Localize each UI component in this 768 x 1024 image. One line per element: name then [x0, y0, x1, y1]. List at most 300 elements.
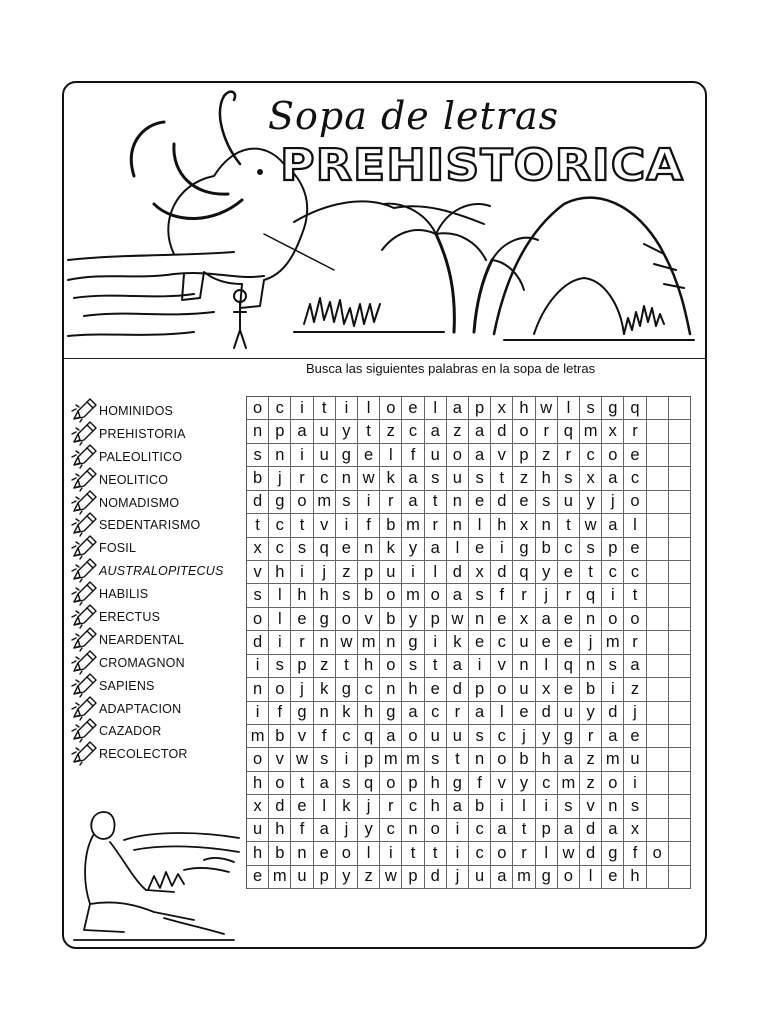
grid-cell[interactable]: m: [602, 631, 624, 654]
grid-cell[interactable]: f: [314, 725, 336, 748]
grid-cell[interactable]: k: [336, 795, 358, 818]
grid-cell[interactable]: x: [247, 795, 269, 818]
grid-cell[interactable]: a: [536, 608, 558, 631]
grid-cell[interactable]: m: [269, 866, 291, 889]
grid-cell[interactable]: x: [602, 420, 624, 443]
grid-cell[interactable]: h: [513, 397, 535, 420]
grid-cell[interactable]: r: [513, 584, 535, 607]
grid-cell[interactable]: r: [580, 725, 602, 748]
grid-cell[interactable]: l: [558, 397, 580, 420]
grid-cell[interactable]: [669, 420, 691, 443]
grid-cell[interactable]: u: [447, 725, 469, 748]
grid-cell[interactable]: [669, 655, 691, 678]
grid-cell[interactable]: h: [358, 655, 380, 678]
grid-cell[interactable]: h: [314, 584, 336, 607]
grid-cell[interactable]: t: [291, 514, 313, 537]
grid-cell[interactable]: d: [247, 631, 269, 654]
grid-cell[interactable]: m: [380, 748, 402, 771]
grid-cell[interactable]: y: [580, 491, 602, 514]
grid-cell[interactable]: [647, 608, 669, 631]
grid-cell[interactable]: c: [425, 702, 447, 725]
grid-cell[interactable]: t: [624, 584, 646, 607]
grid-cell[interactable]: s: [425, 748, 447, 771]
grid-cell[interactable]: n: [380, 631, 402, 654]
grid-cell[interactable]: f: [358, 514, 380, 537]
grid-cell[interactable]: k: [314, 678, 336, 701]
grid-cell[interactable]: m: [402, 748, 424, 771]
grid-cell[interactable]: d: [269, 795, 291, 818]
grid-cell[interactable]: t: [558, 514, 580, 537]
grid-cell[interactable]: e: [247, 866, 269, 889]
grid-cell[interactable]: b: [513, 748, 535, 771]
grid-cell[interactable]: n: [536, 514, 558, 537]
grid-cell[interactable]: o: [602, 608, 624, 631]
grid-cell[interactable]: c: [314, 467, 336, 490]
grid-cell[interactable]: [647, 819, 669, 842]
grid-cell[interactable]: t: [314, 397, 336, 420]
grid-cell[interactable]: p: [269, 420, 291, 443]
grid-cell[interactable]: p: [469, 397, 491, 420]
grid-cell[interactable]: [669, 561, 691, 584]
grid-cell[interactable]: f: [624, 842, 646, 865]
grid-cell[interactable]: c: [358, 678, 380, 701]
grid-cell[interactable]: q: [580, 584, 602, 607]
grid-cell[interactable]: p: [358, 748, 380, 771]
grid-cell[interactable]: w: [580, 514, 602, 537]
grid-cell[interactable]: l: [536, 842, 558, 865]
grid-cell[interactable]: s: [336, 584, 358, 607]
grid-cell[interactable]: i: [602, 678, 624, 701]
grid-cell[interactable]: z: [314, 655, 336, 678]
grid-cell[interactable]: a: [491, 866, 513, 889]
grid-cell[interactable]: a: [447, 655, 469, 678]
grid-cell[interactable]: l: [624, 514, 646, 537]
grid-cell[interactable]: j: [291, 678, 313, 701]
grid-cell[interactable]: q: [624, 397, 646, 420]
grid-cell[interactable]: [669, 866, 691, 889]
grid-cell[interactable]: x: [624, 819, 646, 842]
grid-cell[interactable]: t: [447, 748, 469, 771]
grid-cell[interactable]: a: [447, 795, 469, 818]
grid-cell[interactable]: j: [536, 584, 558, 607]
grid-cell[interactable]: y: [402, 538, 424, 561]
grid-cell[interactable]: g: [380, 702, 402, 725]
grid-cell[interactable]: p: [358, 561, 380, 584]
grid-cell[interactable]: v: [491, 655, 513, 678]
grid-cell[interactable]: a: [425, 420, 447, 443]
grid-cell[interactable]: x: [247, 538, 269, 561]
grid-cell[interactable]: h: [536, 467, 558, 490]
grid-cell[interactable]: q: [558, 420, 580, 443]
grid-cell[interactable]: [647, 748, 669, 771]
grid-cell[interactable]: o: [491, 842, 513, 865]
grid-cell[interactable]: b: [269, 725, 291, 748]
grid-cell[interactable]: o: [402, 725, 424, 748]
grid-cell[interactable]: s: [336, 491, 358, 514]
grid-cell[interactable]: m: [513, 866, 535, 889]
grid-cell[interactable]: a: [624, 655, 646, 678]
grid-cell[interactable]: a: [402, 467, 424, 490]
grid-cell[interactable]: z: [513, 467, 535, 490]
grid-cell[interactable]: c: [269, 514, 291, 537]
grid-cell[interactable]: u: [425, 444, 447, 467]
grid-cell[interactable]: s: [247, 584, 269, 607]
grid-cell[interactable]: m: [402, 584, 424, 607]
grid-cell[interactable]: e: [558, 631, 580, 654]
grid-cell[interactable]: o: [624, 608, 646, 631]
grid-cell[interactable]: [669, 631, 691, 654]
grid-cell[interactable]: s: [558, 467, 580, 490]
grid-cell[interactable]: e: [358, 444, 380, 467]
grid-cell[interactable]: c: [580, 444, 602, 467]
grid-cell[interactable]: a: [469, 444, 491, 467]
grid-cell[interactable]: g: [336, 444, 358, 467]
grid-cell[interactable]: o: [491, 748, 513, 771]
grid-cell[interactable]: p: [513, 444, 535, 467]
grid-cell[interactable]: o: [447, 444, 469, 467]
grid-cell[interactable]: s: [402, 655, 424, 678]
grid-cell[interactable]: e: [402, 397, 424, 420]
grid-cell[interactable]: n: [358, 538, 380, 561]
grid-cell[interactable]: t: [425, 491, 447, 514]
grid-cell[interactable]: [669, 584, 691, 607]
grid-cell[interactable]: g: [291, 702, 313, 725]
grid-cell[interactable]: a: [314, 819, 336, 842]
grid-cell[interactable]: [669, 842, 691, 865]
grid-cell[interactable]: l: [469, 514, 491, 537]
grid-cell[interactable]: s: [336, 772, 358, 795]
grid-cell[interactable]: t: [425, 655, 447, 678]
grid-cell[interactable]: [669, 491, 691, 514]
grid-cell[interactable]: n: [447, 514, 469, 537]
grid-cell[interactable]: c: [491, 631, 513, 654]
grid-cell[interactable]: q: [358, 725, 380, 748]
grid-cell[interactable]: e: [602, 866, 624, 889]
grid-cell[interactable]: x: [491, 397, 513, 420]
grid-cell[interactable]: r: [513, 842, 535, 865]
grid-cell[interactable]: v: [491, 444, 513, 467]
grid-cell[interactable]: [669, 467, 691, 490]
grid-cell[interactable]: f: [269, 702, 291, 725]
grid-cell[interactable]: e: [558, 678, 580, 701]
grid-cell[interactable]: s: [580, 397, 602, 420]
grid-cell[interactable]: e: [314, 842, 336, 865]
grid-cell[interactable]: l: [358, 397, 380, 420]
grid-cell[interactable]: c: [624, 561, 646, 584]
grid-cell[interactable]: f: [469, 772, 491, 795]
grid-cell[interactable]: [647, 514, 669, 537]
grid-cell[interactable]: o: [380, 397, 402, 420]
grid-cell[interactable]: z: [580, 748, 602, 771]
grid-cell[interactable]: s: [269, 655, 291, 678]
grid-cell[interactable]: n: [336, 467, 358, 490]
grid-cell[interactable]: i: [447, 842, 469, 865]
grid-cell[interactable]: o: [269, 772, 291, 795]
grid-cell[interactable]: c: [624, 467, 646, 490]
grid-cell[interactable]: y: [536, 725, 558, 748]
grid-cell[interactable]: p: [402, 866, 424, 889]
grid-cell[interactable]: l: [536, 655, 558, 678]
grid-cell[interactable]: c: [336, 725, 358, 748]
grid-cell[interactable]: e: [624, 725, 646, 748]
grid-cell[interactable]: [647, 678, 669, 701]
grid-cell[interactable]: n: [469, 608, 491, 631]
grid-cell[interactable]: o: [602, 772, 624, 795]
grid-cell[interactable]: n: [580, 608, 602, 631]
grid-cell[interactable]: [669, 725, 691, 748]
grid-cell[interactable]: v: [358, 608, 380, 631]
grid-cell[interactable]: h: [536, 748, 558, 771]
grid-cell[interactable]: e: [491, 608, 513, 631]
grid-cell[interactable]: h: [425, 772, 447, 795]
grid-cell[interactable]: i: [624, 772, 646, 795]
grid-cell[interactable]: t: [247, 514, 269, 537]
grid-cell[interactable]: t: [358, 420, 380, 443]
grid-cell[interactable]: f: [291, 819, 313, 842]
grid-cell[interactable]: u: [314, 420, 336, 443]
grid-cell[interactable]: s: [469, 584, 491, 607]
grid-cell[interactable]: g: [269, 491, 291, 514]
grid-cell[interactable]: l: [380, 444, 402, 467]
grid-cell[interactable]: p: [425, 608, 447, 631]
grid-cell[interactable]: v: [291, 725, 313, 748]
grid-cell[interactable]: z: [358, 866, 380, 889]
grid-cell[interactable]: r: [291, 631, 313, 654]
grid-cell[interactable]: s: [425, 467, 447, 490]
grid-cell[interactable]: o: [380, 584, 402, 607]
grid-cell[interactable]: b: [536, 538, 558, 561]
grid-cell[interactable]: n: [469, 748, 491, 771]
grid-cell[interactable]: b: [269, 842, 291, 865]
grid-cell[interactable]: a: [469, 420, 491, 443]
grid-cell[interactable]: z: [624, 678, 646, 701]
grid-cell[interactable]: i: [291, 444, 313, 467]
grid-cell[interactable]: [669, 397, 691, 420]
grid-cell[interactable]: s: [580, 538, 602, 561]
grid-cell[interactable]: j: [602, 491, 624, 514]
grid-cell[interactable]: o: [336, 608, 358, 631]
grid-cell[interactable]: a: [402, 491, 424, 514]
grid-cell[interactable]: z: [336, 561, 358, 584]
grid-cell[interactable]: i: [291, 397, 313, 420]
grid-cell[interactable]: b: [358, 584, 380, 607]
grid-cell[interactable]: e: [558, 561, 580, 584]
grid-cell[interactable]: a: [602, 819, 624, 842]
grid-cell[interactable]: b: [380, 608, 402, 631]
grid-cell[interactable]: g: [602, 842, 624, 865]
grid-cell[interactable]: u: [513, 631, 535, 654]
grid-cell[interactable]: o: [247, 608, 269, 631]
grid-cell[interactable]: w: [380, 866, 402, 889]
grid-cell[interactable]: h: [247, 772, 269, 795]
grid-cell[interactable]: z: [380, 420, 402, 443]
grid-cell[interactable]: v: [314, 514, 336, 537]
grid-cell[interactable]: r: [558, 584, 580, 607]
grid-cell[interactable]: c: [602, 561, 624, 584]
grid-cell[interactable]: t: [291, 772, 313, 795]
grid-cell[interactable]: [647, 631, 669, 654]
grid-cell[interactable]: n: [247, 678, 269, 701]
grid-cell[interactable]: h: [269, 561, 291, 584]
grid-cell[interactable]: o: [624, 491, 646, 514]
grid-cell[interactable]: [647, 725, 669, 748]
grid-cell[interactable]: n: [380, 678, 402, 701]
grid-cell[interactable]: y: [580, 702, 602, 725]
grid-cell[interactable]: e: [513, 491, 535, 514]
grid-cell[interactable]: s: [469, 467, 491, 490]
grid-cell[interactable]: e: [624, 444, 646, 467]
grid-cell[interactable]: e: [469, 491, 491, 514]
grid-cell[interactable]: p: [536, 819, 558, 842]
grid-cell[interactable]: [669, 702, 691, 725]
grid-cell[interactable]: o: [513, 420, 535, 443]
grid-cell[interactable]: w: [358, 467, 380, 490]
grid-cell[interactable]: r: [291, 467, 313, 490]
grid-cell[interactable]: d: [425, 866, 447, 889]
grid-cell[interactable]: u: [380, 561, 402, 584]
grid-cell[interactable]: s: [624, 795, 646, 818]
grid-cell[interactable]: [669, 444, 691, 467]
grid-cell[interactable]: [647, 772, 669, 795]
grid-cell[interactable]: l: [269, 608, 291, 631]
grid-cell[interactable]: j: [269, 467, 291, 490]
grid-cell[interactable]: [647, 702, 669, 725]
grid-cell[interactable]: h: [425, 795, 447, 818]
grid-cell[interactable]: r: [536, 420, 558, 443]
grid-cell[interactable]: c: [269, 397, 291, 420]
grid-cell[interactable]: u: [624, 748, 646, 771]
grid-cell[interactable]: a: [447, 584, 469, 607]
grid-cell[interactable]: t: [336, 655, 358, 678]
grid-cell[interactable]: c: [402, 795, 424, 818]
grid-cell[interactable]: i: [247, 702, 269, 725]
grid-cell[interactable]: m: [580, 420, 602, 443]
grid-cell[interactable]: e: [469, 631, 491, 654]
grid-cell[interactable]: [647, 444, 669, 467]
grid-cell[interactable]: f: [491, 584, 513, 607]
grid-cell[interactable]: s: [536, 491, 558, 514]
grid-cell[interactable]: j: [358, 795, 380, 818]
grid-cell[interactable]: o: [247, 397, 269, 420]
grid-cell[interactable]: l: [425, 561, 447, 584]
grid-cell[interactable]: t: [580, 561, 602, 584]
grid-cell[interactable]: x: [580, 467, 602, 490]
grid-cell[interactable]: g: [602, 397, 624, 420]
grid-cell[interactable]: w: [447, 608, 469, 631]
grid-cell[interactable]: [669, 748, 691, 771]
grid-cell[interactable]: u: [425, 725, 447, 748]
grid-cell[interactable]: [647, 467, 669, 490]
grid-cell[interactable]: m: [402, 514, 424, 537]
grid-cell[interactable]: e: [425, 678, 447, 701]
grid-cell[interactable]: p: [402, 772, 424, 795]
grid-cell[interactable]: t: [491, 467, 513, 490]
grid-cell[interactable]: y: [402, 608, 424, 631]
grid-cell[interactable]: r: [624, 420, 646, 443]
grid-cell[interactable]: o: [247, 748, 269, 771]
grid-cell[interactable]: n: [314, 702, 336, 725]
grid-cell[interactable]: g: [536, 866, 558, 889]
grid-cell[interactable]: f: [402, 444, 424, 467]
grid-cell[interactable]: e: [291, 608, 313, 631]
grid-cell[interactable]: c: [380, 819, 402, 842]
grid-cell[interactable]: t: [402, 842, 424, 865]
grid-cell[interactable]: [647, 584, 669, 607]
grid-cell[interactable]: i: [602, 584, 624, 607]
grid-cell[interactable]: i: [247, 655, 269, 678]
grid-cell[interactable]: s: [291, 538, 313, 561]
grid-cell[interactable]: y: [336, 866, 358, 889]
grid-cell[interactable]: d: [491, 561, 513, 584]
grid-cell[interactable]: [669, 678, 691, 701]
grid-cell[interactable]: v: [269, 748, 291, 771]
grid-cell[interactable]: r: [624, 631, 646, 654]
grid-cell[interactable]: [647, 420, 669, 443]
grid-cell[interactable]: e: [624, 538, 646, 561]
grid-cell[interactable]: j: [580, 631, 602, 654]
grid-cell[interactable]: s: [469, 725, 491, 748]
grid-cell[interactable]: n: [402, 819, 424, 842]
grid-cell[interactable]: o: [558, 866, 580, 889]
grid-cell[interactable]: a: [602, 725, 624, 748]
grid-cell[interactable]: w: [336, 631, 358, 654]
grid-cell[interactable]: w: [536, 397, 558, 420]
grid-cell[interactable]: i: [425, 631, 447, 654]
grid-cell[interactable]: i: [402, 561, 424, 584]
grid-cell[interactable]: k: [447, 631, 469, 654]
grid-cell[interactable]: e: [558, 608, 580, 631]
grid-cell[interactable]: g: [447, 772, 469, 795]
grid-cell[interactable]: i: [336, 514, 358, 537]
grid-cell[interactable]: i: [380, 842, 402, 865]
grid-cell[interactable]: m: [602, 748, 624, 771]
grid-cell[interactable]: n: [580, 655, 602, 678]
grid-cell[interactable]: v: [580, 795, 602, 818]
grid-cell[interactable]: g: [402, 631, 424, 654]
grid-cell[interactable]: a: [402, 702, 424, 725]
grid-cell[interactable]: k: [380, 467, 402, 490]
grid-cell[interactable]: p: [314, 866, 336, 889]
grid-cell[interactable]: b: [380, 514, 402, 537]
grid-cell[interactable]: [647, 538, 669, 561]
grid-cell[interactable]: n: [291, 842, 313, 865]
grid-cell[interactable]: h: [358, 702, 380, 725]
grid-cell[interactable]: o: [425, 819, 447, 842]
grid-cell[interactable]: r: [447, 702, 469, 725]
grid-cell[interactable]: y: [536, 561, 558, 584]
grid-cell[interactable]: a: [291, 420, 313, 443]
grid-cell[interactable]: c: [558, 538, 580, 561]
grid-cell[interactable]: n: [513, 655, 535, 678]
grid-cell[interactable]: o: [602, 444, 624, 467]
grid-cell[interactable]: m: [314, 491, 336, 514]
grid-cell[interactable]: u: [314, 444, 336, 467]
grid-cell[interactable]: m: [358, 631, 380, 654]
grid-cell[interactable]: u: [247, 819, 269, 842]
grid-cell[interactable]: q: [558, 655, 580, 678]
grid-cell[interactable]: l: [358, 842, 380, 865]
grid-cell[interactable]: w: [291, 748, 313, 771]
grid-cell[interactable]: y: [513, 772, 535, 795]
grid-cell[interactable]: i: [447, 819, 469, 842]
grid-cell[interactable]: u: [558, 491, 580, 514]
grid-cell[interactable]: e: [513, 702, 535, 725]
grid-cell[interactable]: [647, 491, 669, 514]
grid-cell[interactable]: m: [558, 772, 580, 795]
grid-cell[interactable]: [669, 795, 691, 818]
grid-cell[interactable]: a: [558, 819, 580, 842]
grid-cell[interactable]: a: [380, 725, 402, 748]
